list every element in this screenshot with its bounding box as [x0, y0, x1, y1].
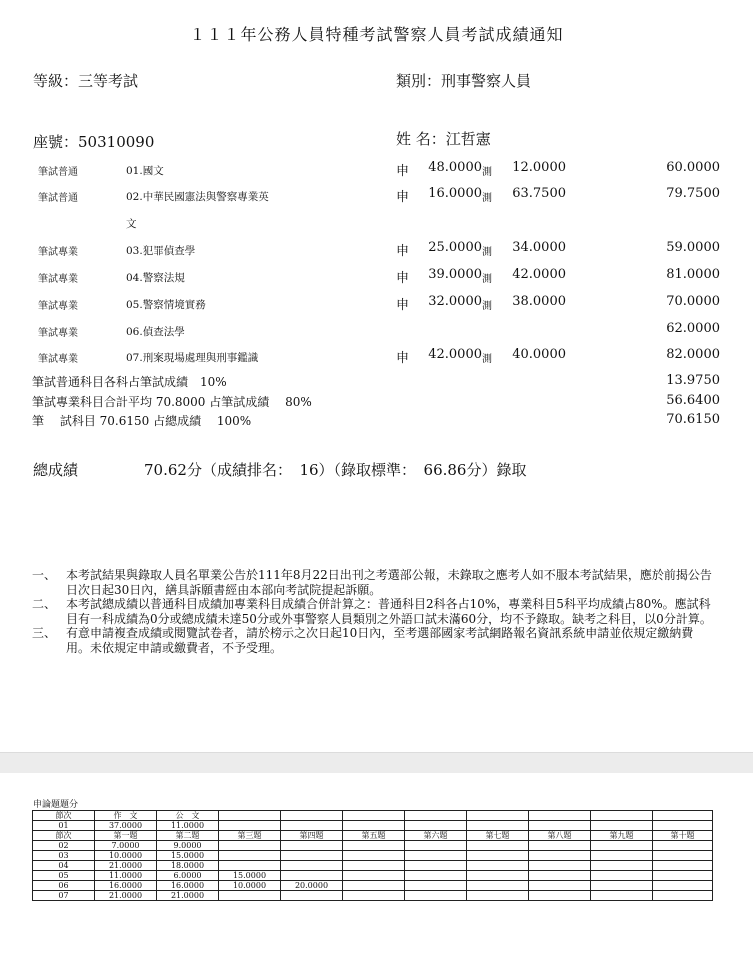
summary-value: 13.9750: [666, 373, 720, 388]
essay-mark: 申: [396, 190, 410, 205]
table-cell: [343, 861, 405, 871]
header-cell: 第九題: [591, 831, 653, 841]
test-score: 12.0000: [512, 160, 566, 175]
subject-name: 07.刑案現場處理與刑事鑑識: [126, 352, 259, 364]
header-cell: 第一題: [95, 831, 157, 841]
table-row: [33, 851, 713, 861]
subject-type: 筆試專業: [38, 354, 78, 365]
subject-type: 筆試專業: [38, 301, 78, 312]
candidate-name-label: 姓 名：: [396, 130, 446, 148]
exam-category-value: 刑事警察人員: [441, 72, 532, 90]
table-cell: [219, 851, 281, 861]
seat-number-value: 50310090: [78, 133, 155, 151]
subject-name: 05.警察情境實務: [126, 299, 206, 311]
subject-row: [0, 240, 753, 262]
note-text: 本考試結果與錄取人員名單業公告於111年8月22日出刊之考選部公報，未錄取之應考人如不服本考試結果，應於前揭公告日次日起30日內，繕具訴願書經由本部向考試院提起訴願。: [66, 568, 712, 597]
table-row: [33, 891, 713, 901]
table-cell: [653, 841, 713, 851]
table-cell: [219, 841, 281, 851]
table-cell: 10.0000: [95, 851, 157, 861]
candidate-name: [396, 128, 491, 149]
subject-name: 04.警察法規: [126, 272, 185, 284]
exam-category: [396, 70, 531, 91]
test-mark: 測: [482, 274, 492, 285]
test-mark: 測: [482, 301, 492, 312]
exam-level-label: 等級：: [33, 72, 79, 90]
exam-level: [33, 70, 138, 91]
essay-score: 42.0000: [428, 347, 482, 362]
table-cell: [405, 881, 467, 891]
summary-label: 筆試專業科目合計平均 70.8000 占筆試成績 80%: [32, 395, 312, 409]
final-score-label: 總成績: [33, 461, 79, 479]
table-cell: [281, 891, 343, 901]
note-number: 三、: [32, 626, 57, 640]
table-header-row: [33, 811, 713, 821]
test-score: 34.0000: [512, 240, 566, 255]
table-cell: 7.0000: [95, 841, 157, 851]
table-cell: 01: [33, 821, 95, 831]
subject-total: 79.7500: [666, 186, 720, 201]
table-cell: [591, 841, 653, 851]
subject-type: 筆試普通: [38, 193, 78, 204]
table-cell: 11.0000: [95, 871, 157, 881]
table-header-row: [33, 831, 713, 841]
essay-mark: 申: [396, 164, 410, 179]
summary-value: 56.6400: [666, 393, 720, 408]
final-score-text: 70.62分（成績排名： 16）（錄取標準： 66.86分）錄取: [144, 461, 527, 479]
subject-total: 59.0000: [666, 240, 720, 255]
exam-category-label: 類別：: [396, 72, 442, 90]
subject-name: 03.犯罪偵查學: [126, 245, 196, 257]
candidate-name-value: 江哲憲: [445, 130, 491, 148]
subject-total: 81.0000: [666, 267, 720, 282]
header-cell: 節次: [33, 811, 95, 821]
table-cell: [219, 861, 281, 871]
note-number: 一、: [32, 568, 57, 582]
table-cell: [467, 861, 529, 871]
table-cell: 6.0000: [157, 871, 219, 881]
table-cell: [591, 871, 653, 881]
header-cell: 第八題: [529, 831, 591, 841]
table-cell: [529, 891, 591, 901]
summary-value: 70.6150: [666, 412, 720, 427]
subject-total: 70.0000: [666, 294, 720, 309]
essay-score: 48.0000: [428, 160, 482, 175]
table-cell: [653, 881, 713, 891]
table-cell: [653, 891, 713, 901]
header-cell: 第三題: [219, 831, 281, 841]
note-item: [32, 597, 712, 626]
table-cell: 16.0000: [157, 881, 219, 891]
essay-scores-page: [0, 773, 753, 962]
table-cell: [343, 891, 405, 901]
table-cell: [529, 861, 591, 871]
table-cell: [467, 891, 529, 901]
table-cell: [281, 861, 343, 871]
table-cell: 37.0000: [95, 821, 157, 831]
header-cell: 第十題: [653, 831, 713, 841]
seat-number-label: 座號：: [33, 133, 79, 151]
table-cell: [653, 851, 713, 861]
header-cell: 第五題: [343, 831, 405, 841]
table-cell: [405, 841, 467, 851]
summary-label: 筆試普通科目各科占筆試成績 10%: [32, 375, 227, 389]
subject-total: 82.0000: [666, 347, 720, 362]
subject-total: 62.0000: [666, 321, 720, 336]
summary-row: [0, 393, 753, 411]
note-text: 有意申請複查成績或閱覽試卷者，請於榜示之次日起10日內，至考選部國家考試網路報名資訊系統申請並依規定繳納費用。未依規定申請或繳費者，不予受理。: [66, 626, 694, 655]
seat-number: [33, 131, 154, 152]
subject-name: 06.偵查法學: [126, 326, 185, 338]
table-cell: [653, 861, 713, 871]
table-cell: 21.0000: [95, 861, 157, 871]
table-cell: [405, 851, 467, 861]
essay-mark: 申: [396, 271, 410, 286]
table-cell: 15.0000: [157, 851, 219, 861]
subject-type: 筆試專業: [38, 274, 78, 285]
essay-mark: 申: [396, 298, 410, 313]
exam-level-value: 三等考試: [78, 72, 139, 90]
table-cell: [281, 841, 343, 851]
subject-row: [0, 186, 753, 208]
table-cell: 10.0000: [219, 881, 281, 891]
table-cell: [591, 851, 653, 861]
table-cell: 18.0000: [157, 861, 219, 871]
header-cell: 公 文: [157, 811, 219, 821]
table-cell: [343, 871, 405, 881]
header-cell: 第六題: [405, 831, 467, 841]
table-cell: [467, 871, 529, 881]
table-cell: [343, 881, 405, 891]
table-cell: 9.0000: [157, 841, 219, 851]
table-cell: 16.0000: [95, 881, 157, 891]
header-cell: 第二題: [157, 831, 219, 841]
subject-type: 筆試專業: [38, 328, 78, 339]
table-cell: 07: [33, 891, 95, 901]
subject-name: 01.國文: [126, 165, 164, 177]
table-cell: [343, 851, 405, 861]
table-cell: 21.0000: [95, 891, 157, 901]
table-row: [33, 861, 713, 871]
header-cell: 第七題: [467, 831, 529, 841]
note-text: 本考試總成績以普通科目成績加專業科目成績合併計算之：普通科目2科各占10%，專業科目5科平均成績占80%。應試科目有一科成績為0分或總成績未達50分或外事警察人員類別之外語口試未滿60分，均不予錄取。缺考之科目，以0分計算。: [66, 597, 712, 626]
essay-score: 16.0000: [428, 186, 482, 201]
table-cell: [653, 871, 713, 881]
page-separator: [0, 752, 753, 774]
subject-type: 筆試專業: [38, 247, 78, 258]
essay-mark: 申: [396, 244, 410, 259]
notes-section: [32, 568, 712, 655]
note-item: [32, 568, 712, 597]
header-cell: 節次: [33, 831, 95, 841]
test-mark: 測: [482, 193, 492, 204]
essay-score: 25.0000: [428, 240, 482, 255]
note-item: [32, 626, 712, 655]
table-cell: 03: [33, 851, 95, 861]
table-cell: [219, 891, 281, 901]
table-cell: 02: [33, 841, 95, 851]
table-cell: [529, 871, 591, 881]
subject-row: [0, 213, 753, 235]
subject-row: [0, 160, 753, 182]
summary-row: [0, 412, 753, 430]
table-cell: [343, 841, 405, 851]
table-cell: [467, 881, 529, 891]
subject-name: 文: [126, 218, 137, 230]
test-score: 40.0000: [512, 347, 566, 362]
subject-row: [0, 267, 753, 289]
test-score: 42.0000: [512, 267, 566, 282]
table-cell: 04: [33, 861, 95, 871]
table-cell: [529, 851, 591, 861]
table-row: [33, 821, 713, 831]
essay-mark: 申: [396, 351, 410, 366]
test-mark: 測: [482, 247, 492, 258]
table-cell: [529, 841, 591, 851]
table-cell: 05: [33, 871, 95, 881]
table-cell: [405, 871, 467, 881]
essay-score-table: [32, 810, 713, 901]
subject-row: [0, 294, 753, 316]
table-cell: [591, 861, 653, 871]
document-title: １１１年公務人員特種考試警察人員考試成績通知: [189, 25, 564, 44]
summary-label: 筆 試科目 70.6150 占總成績 100%: [32, 414, 252, 428]
essay-score: 32.0000: [428, 294, 482, 309]
table-cell: 20.0000: [281, 881, 343, 891]
essay-table-title: 申論題題分: [33, 800, 79, 810]
test-score: 38.0000: [512, 294, 566, 309]
essay-score: 39.0000: [428, 267, 482, 282]
table-cell: [281, 871, 343, 881]
test-mark: 測: [482, 167, 492, 178]
header-cell: 作 文: [95, 811, 157, 821]
table-cell: [591, 891, 653, 901]
table-row: [33, 841, 713, 851]
header-cell: 第四題: [281, 831, 343, 841]
table-cell: [467, 841, 529, 851]
note-number: 二、: [32, 597, 57, 611]
table-cell: 15.0000: [219, 871, 281, 881]
test-score: 63.7500: [512, 186, 566, 201]
subject-total: 60.0000: [666, 160, 720, 175]
table-cell: [405, 861, 467, 871]
table-cell: 11.0000: [157, 821, 219, 831]
table-cell: [529, 881, 591, 891]
table-cell: [281, 851, 343, 861]
subject-name: 02.中華民國憲法與警察專業英: [126, 191, 269, 203]
table-row: [33, 871, 713, 881]
table-row: [33, 881, 713, 891]
table-cell: [467, 851, 529, 861]
table-cell: 06: [33, 881, 95, 891]
subject-row: [0, 321, 753, 343]
subject-type: 筆試普通: [38, 167, 78, 178]
test-mark: 測: [482, 354, 492, 365]
summary-row: [0, 373, 753, 391]
table-cell: 21.0000: [157, 891, 219, 901]
table-cell: [405, 891, 467, 901]
table-cell: [591, 881, 653, 891]
subject-row: [0, 347, 753, 369]
